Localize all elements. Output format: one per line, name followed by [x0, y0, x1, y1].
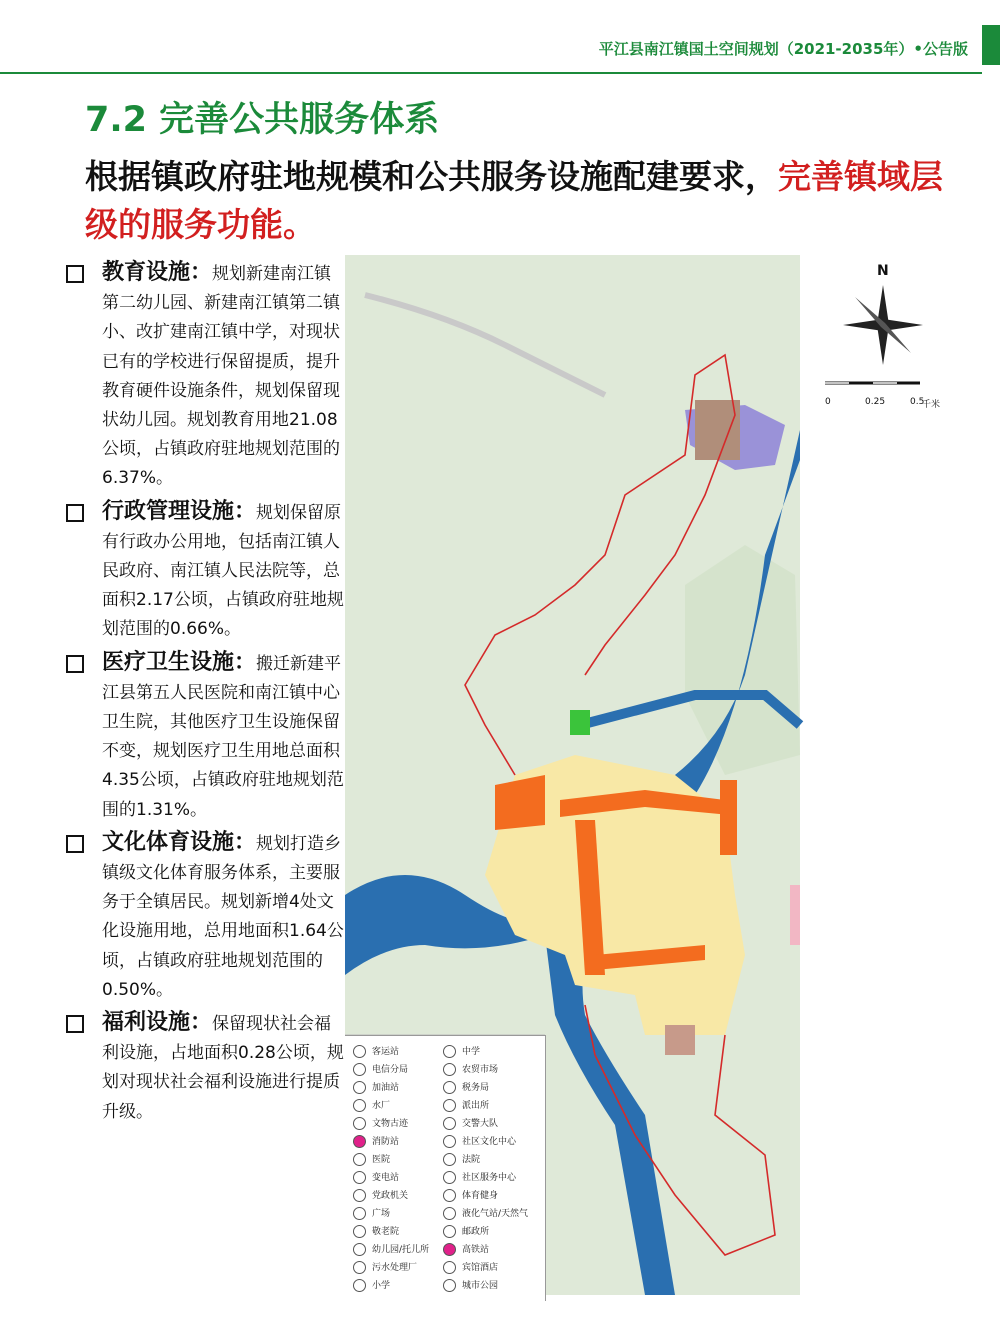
middle-school-icon — [443, 1045, 456, 1058]
hotel-icon — [443, 1261, 456, 1274]
substation-icon — [353, 1171, 366, 1184]
primary-school-icon — [353, 1279, 366, 1292]
header-divider — [0, 72, 982, 74]
city-park-icon — [443, 1279, 456, 1292]
item-body: 规划新建南江镇第二幼儿园、新建南江镇第二镇小、改扩建南江镇中学，对现状已有的学校进行保留提质，提升教育硬件设施条件，规划保留现状幼儿园。规划教育用地21.08公顷，占镇政府驻地规划范围的6.37%。 — [102, 264, 340, 489]
item-body: 规划保留原有行政办公用地，包括南江镇人民政府、南江镇人民法院等，总面积2.17公顷，占镇政府驻地规划范围的0.66%。 — [102, 502, 344, 640]
fitness-icon — [443, 1189, 456, 1202]
community-culture-icon — [443, 1135, 456, 1148]
fire-station-icon — [353, 1135, 366, 1148]
legend-item: 社区服务中心 — [443, 1170, 516, 1184]
legend-item: 幼儿园/托儿所 — [353, 1242, 429, 1256]
high-speed-rail-icon — [443, 1243, 456, 1256]
legend-item: 消防站 — [353, 1134, 399, 1148]
page-header — [0, 0, 1000, 75]
legend-item: 污水处理厂 — [353, 1260, 417, 1274]
legend-item: 社区文化中心 — [443, 1134, 516, 1148]
elderly-home-icon — [353, 1225, 366, 1238]
checkbox-icon — [66, 504, 84, 522]
item-heading: 医疗卫生设施： — [102, 649, 257, 675]
legend-item: 加油站 — [353, 1080, 399, 1094]
list-item-education — [62, 258, 347, 494]
list-item-medical — [62, 648, 347, 825]
legend-item: 派出所 — [443, 1098, 489, 1112]
heritage-icon — [353, 1117, 366, 1130]
compass-scale-panel — [825, 255, 945, 415]
header-accent-bar — [982, 25, 1000, 65]
item-body: 保留现状社会福利设施，占地面积0.28公顷，规划对现状社会福利设施进行提质升级。 — [102, 1014, 344, 1122]
facility-list — [62, 258, 347, 1130]
legend-item: 液化气站/天然气 — [443, 1206, 528, 1220]
lead-highlight: 完善镇域层级的服务功能。 — [85, 157, 943, 244]
legend-item: 农贸市场 — [443, 1062, 498, 1076]
hospital-icon — [353, 1153, 366, 1166]
legend-item: 文物古迹 — [353, 1116, 408, 1130]
compass-rose-icon — [825, 255, 945, 395]
legend-item: 敬老院 — [353, 1224, 399, 1238]
legend-item: 党政机关 — [353, 1188, 408, 1202]
item-heading: 福利设施： — [102, 1010, 213, 1036]
scale-tick-0: 0 — [825, 397, 831, 407]
square-icon — [353, 1207, 366, 1220]
lpg-station-icon — [443, 1207, 456, 1220]
section-title: 7.2 完善公共服务体系 — [85, 100, 440, 140]
legend-item: 小学 — [353, 1278, 390, 1292]
legend-item: 高铁站 — [443, 1242, 489, 1256]
checkbox-icon — [66, 1015, 84, 1033]
gas-station-icon — [353, 1081, 366, 1094]
legend-item: 变电站 — [353, 1170, 399, 1184]
police-station-icon — [443, 1099, 456, 1112]
market-icon — [443, 1063, 456, 1076]
legend-item: 水厂 — [353, 1098, 390, 1112]
legend-item: 医院 — [353, 1152, 390, 1166]
sewage-plant-icon — [353, 1261, 366, 1274]
lead-statement — [85, 153, 955, 249]
legend-item: 广场 — [353, 1206, 390, 1220]
kindergarten-icon — [353, 1243, 366, 1256]
item-body: 搬迁新建平江县第五人民医院和南江镇中心卫生院，其他医疗卫生设施保留不变，规划医疗卫生用地总面积4.35公顷，占镇政府驻地规划范围的1.31%。 — [102, 653, 344, 820]
item-heading: 教育设施： — [102, 260, 213, 285]
community-service-icon — [443, 1171, 456, 1184]
item-heading: 行政管理设施： — [102, 498, 257, 524]
post-office-icon — [443, 1225, 456, 1238]
legend-item: 客运站 — [353, 1044, 399, 1058]
scale-tick-1: 0.25 — [865, 397, 886, 407]
legend-item: 法院 — [443, 1152, 480, 1166]
telecom-icon — [353, 1063, 366, 1076]
checkbox-icon — [66, 265, 84, 283]
legend-item: 电信分局 — [353, 1062, 408, 1076]
list-item-administration — [62, 497, 347, 645]
legend-item: 城市公园 — [443, 1278, 498, 1292]
checkbox-icon — [66, 655, 84, 673]
bus-station-icon — [353, 1045, 366, 1058]
court-icon — [443, 1153, 456, 1166]
list-item-culture-sports — [62, 828, 347, 1005]
waterworks-icon — [353, 1099, 366, 1112]
checkbox-icon — [66, 835, 84, 853]
planning-map — [345, 255, 941, 1295]
legend-item: 税务局 — [443, 1080, 489, 1094]
scale-unit: 千米 — [922, 400, 941, 410]
legend-item: 邮政所 — [443, 1224, 489, 1238]
legend-item: 宾馆酒店 — [443, 1260, 498, 1274]
item-body: 规划打造乡镇级文化体育服务体系，主要服务于全镇居民。规划新增4处文化设施用地，总用地面积1.64公顷，占镇政府驻地规划范围的0.50%。 — [102, 833, 344, 1000]
item-heading: 文化体育设施： — [102, 829, 257, 855]
tax-bureau-icon — [443, 1081, 456, 1094]
lead-text: 根据镇政府驻地规模和公共服务设施配建要求， — [85, 157, 778, 196]
scale-tick-2: 0.5 — [910, 397, 925, 407]
legend-item: 体育健身 — [443, 1188, 498, 1202]
government-icon — [353, 1189, 366, 1202]
legend-item: 交警大队 — [443, 1116, 498, 1130]
traffic-police-icon — [443, 1117, 456, 1130]
legend-item: 中学 — [443, 1044, 480, 1058]
list-item-welfare — [62, 1008, 347, 1127]
map-legend — [345, 1035, 546, 1301]
document-title: 平江县南江镇国土空间规划（2021-2035年）•公告版 — [598, 40, 968, 58]
north-label: N — [877, 263, 889, 279]
